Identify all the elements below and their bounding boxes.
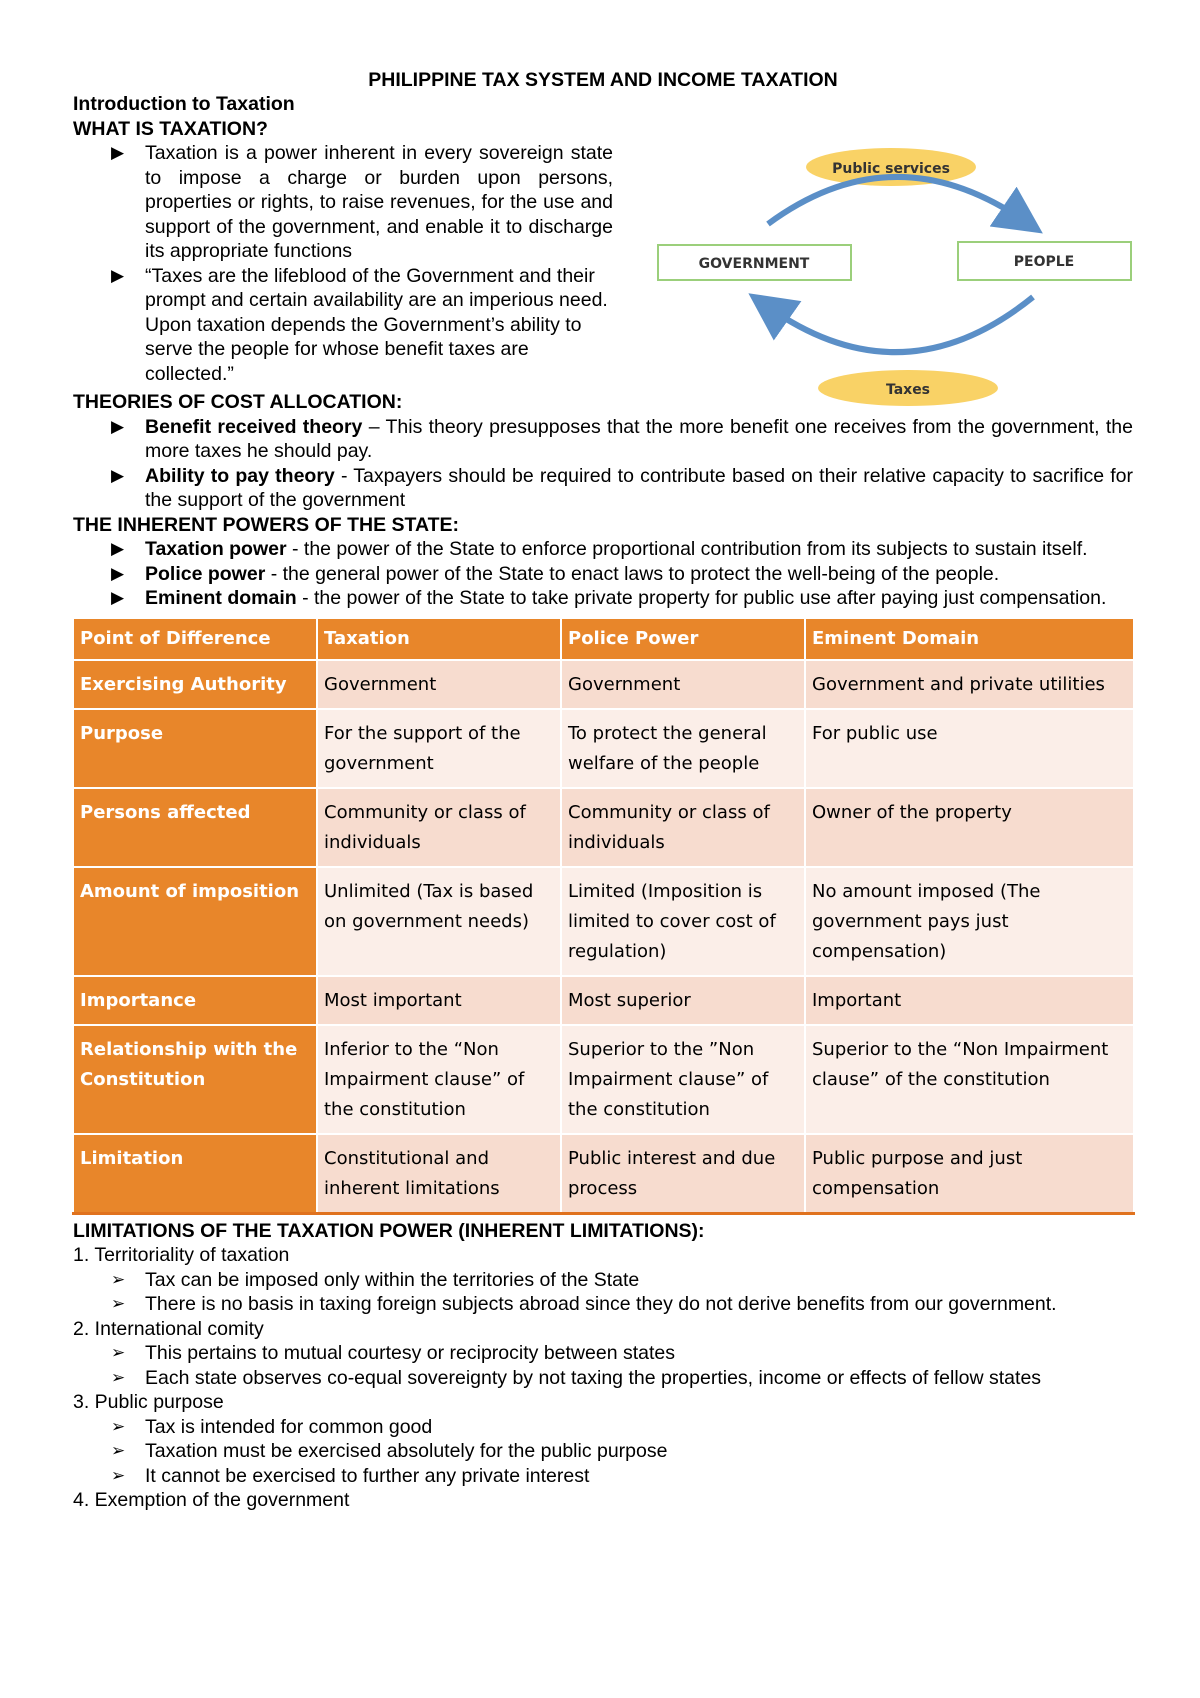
- limitation-bullet: ➢ It cannot be exercised to further any private interest: [111, 1464, 590, 1487]
- table-cell: Inferior to the “Non Impairment clause” of the constitution: [317, 1025, 561, 1134]
- document-page: [73, 68, 1133, 1513]
- limitation-bullet: ➢ Taxation must be exercised absolutely for the public purpose: [111, 1440, 668, 1462]
- table-cell: Superior to the ”Non Impairment clause” of the constitution: [561, 1025, 805, 1134]
- intro-subheading: WHAT IS TAXATION?: [73, 117, 268, 140]
- table-header-cell: Taxation: [317, 618, 561, 660]
- table-cell: Public purpose and just compensation: [805, 1134, 1134, 1214]
- theory-item: ▶ Ability to pay theory - Taxpayers should be required to contribute based on their relative capacity to sacrifice for the support of the government: [111, 464, 1133, 511]
- table-row-header: Amount of imposition: [73, 867, 317, 976]
- table-cell: Limited (Imposition is limited to cover cost of regulation): [561, 867, 805, 976]
- powers-heading: THE INHERENT POWERS OF THE STATE:: [73, 513, 460, 536]
- government-label: GOVERNMENT: [698, 256, 810, 272]
- intro-section: [73, 92, 1133, 398]
- table-row: [73, 1025, 1134, 1134]
- document-title: PHILIPPINE TAX SYSTEM AND INCOME TAXATION: [368, 69, 838, 91]
- table-row: [73, 660, 1134, 709]
- table-row-header: Importance: [73, 976, 317, 1025]
- triangle-bullet-icon: ▶: [111, 265, 125, 285]
- limitation-bullet: ➢ Each state observes co-equal sovereignty by not taxing the properties, income or effects of fellow states: [111, 1366, 1042, 1389]
- table-cell: Community or class of individuals: [561, 788, 805, 867]
- people-label: PEOPLE: [1013, 254, 1075, 270]
- intro-bullet: ▶ Taxation is a power inherent in every sovereign state to impose a charge or burden upon persons, properties or rights, to raise revenues, for the use and support of the government, and enable it to discharge its appropriate functions: [111, 142, 613, 262]
- theory-item: ▶ Benefit received theory – This theory presupposes that the more benefit one receives from the government, the more taxes he should pay.: [111, 415, 1133, 462]
- limitation-bullet: ➢ This pertains to mutual courtesy or reciprocity between states: [111, 1342, 675, 1364]
- table-row-header: Purpose: [73, 709, 317, 788]
- table-row: [73, 976, 1134, 1025]
- powers-comparison-table: [72, 617, 1135, 1215]
- arrow-bullet-icon: ➢: [111, 1343, 126, 1362]
- table-cell: For the support of the government: [317, 709, 561, 788]
- power-item: ▶ Taxation power - the power of the State to enforce proportional contribution from its subjects to sustain itself.: [111, 538, 1088, 560]
- arrow-to-government-icon: [768, 297, 1033, 352]
- table-header-row: [73, 618, 1134, 660]
- table-header-cell: Point of Difference: [73, 618, 317, 660]
- triangle-bullet-icon: ▶: [111, 563, 125, 583]
- intro-heading: Introduction to Taxation: [73, 93, 295, 115]
- triangle-bullet-icon: ▶: [111, 143, 125, 162]
- triangle-bullet-icon: ▶: [111, 416, 125, 436]
- table-row-header: Persons affected: [73, 788, 317, 867]
- table-header-cell: Police Power: [561, 618, 805, 660]
- arrow-bullet-icon: ➢: [111, 1367, 126, 1387]
- table-cell: Most superior: [561, 976, 805, 1025]
- table-cell: Government: [317, 660, 561, 709]
- theories-heading: THEORIES OF COST ALLOCATION:: [73, 391, 403, 413]
- table-cell: Community or class of individuals: [317, 788, 561, 867]
- intro-bullet: ▶ “Taxes are the lifeblood of the Government and their prompt and certain availability are an imperious need. Upon taxation depends the Government’s ability to serve the people for whose benefit taxes are collected.”: [111, 264, 608, 385]
- taxes-label: Taxes: [885, 382, 931, 398]
- table-cell: Superior to the “Non Impairment clause” of the constitution: [805, 1025, 1134, 1134]
- limitation-bullet: ➢ Tax is intended for common good: [111, 1415, 433, 1438]
- limitation-item: 3. Public purpose: [73, 1391, 224, 1413]
- table-cell: For public use: [805, 709, 1134, 788]
- table-cell: No amount imposed (The government pays just compensation): [805, 867, 1134, 976]
- limitation-item: 1. Territoriality of taxation: [73, 1244, 290, 1266]
- arrow-bullet-icon: ➢: [111, 1294, 126, 1313]
- public-services-label: Public services: [832, 161, 950, 177]
- table-cell: Unlimited (Tax is based on government needs): [317, 867, 561, 976]
- arrow-bullet-icon: ➢: [111, 1441, 126, 1460]
- triangle-bullet-icon: ▶: [111, 465, 125, 485]
- table-cell: Public interest and due process: [561, 1134, 805, 1214]
- limitations-heading: LIMITATIONS OF THE TAXATION POWER (INHERENT LIMITATIONS):: [73, 1219, 705, 1242]
- limitation-item: 2. International comity: [73, 1317, 264, 1340]
- table-row: [73, 788, 1134, 867]
- power-item: ▶ Police power - the general power of the State to enact laws to protect the well-being of the people.: [111, 562, 1000, 585]
- table-row: [73, 867, 1134, 976]
- arrow-bullet-icon: ➢: [111, 1465, 126, 1485]
- table-cell: To protect the general welfare of the people: [561, 709, 805, 788]
- power-item: ▶ Eminent domain - the power of the State to take private property for public use after paying just compensation.: [111, 587, 1107, 609]
- arrow-bullet-icon: ➢: [111, 1269, 126, 1289]
- table-row-header: Relationship with the Constitution: [73, 1025, 317, 1134]
- table-header-cell: Eminent Domain: [805, 618, 1134, 660]
- table-cell: Government: [561, 660, 805, 709]
- table-cell: Constitutional and inherent limitations: [317, 1134, 561, 1214]
- table-row: [73, 709, 1134, 788]
- table-cell: Most important: [317, 976, 561, 1025]
- limitation-bullet: ➢ Tax can be imposed only within the territories of the State: [111, 1268, 640, 1291]
- table-cell: Important: [805, 976, 1134, 1025]
- taxation-cycle-diagram: [653, 142, 1153, 412]
- triangle-bullet-icon: ▶: [111, 588, 125, 607]
- limitation-item: 4. Exemption of the government: [73, 1489, 350, 1511]
- table-cell: Owner of the property: [805, 788, 1134, 867]
- table-row-header: Limitation: [73, 1134, 317, 1214]
- table-row-header: Exercising Authority: [73, 660, 317, 709]
- triangle-bullet-icon: ▶: [111, 539, 125, 558]
- table-row: [73, 1134, 1134, 1214]
- table-cell: Government and private utilities: [805, 660, 1134, 709]
- arrow-bullet-icon: ➢: [111, 1416, 126, 1436]
- limitation-bullet: ➢ There is no basis in taxing foreign subjects abroad since they do not derive benefits from our government.: [111, 1293, 1057, 1315]
